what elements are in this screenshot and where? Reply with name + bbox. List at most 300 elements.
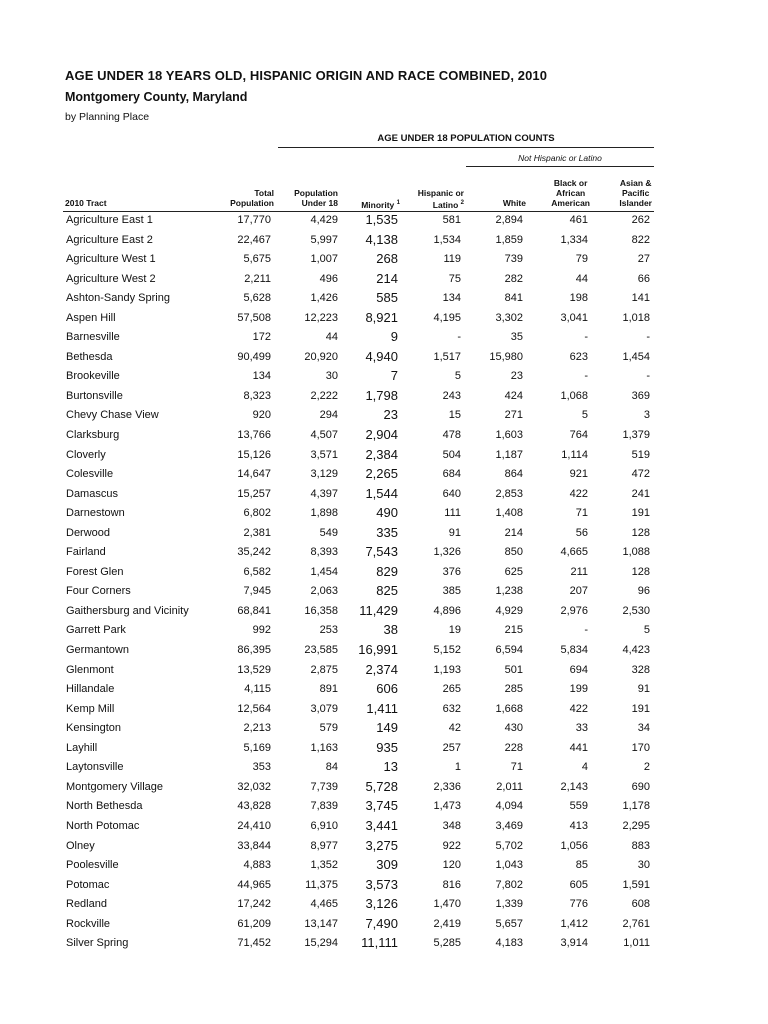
white-cell: 285 [504, 683, 523, 696]
tract-name-cell: Rockville [66, 917, 111, 930]
table-row [0, 661, 768, 681]
asian-pacific-islander-cell: 519 [631, 448, 650, 461]
minority-cell: 490 [376, 505, 398, 521]
minority-cell: 268 [376, 251, 398, 267]
black-or-african-american-cell: 5 [581, 409, 588, 422]
total-population-cell: 71,452 [237, 937, 271, 950]
white-cell: 271 [504, 409, 523, 422]
minority-cell: 23 [383, 407, 398, 423]
table-row [0, 406, 768, 426]
hispanic-or-latino-cell: 15 [448, 409, 461, 422]
hispanic-or-latino-cell: 1,193 [433, 663, 461, 676]
table-row [0, 700, 768, 720]
tract-name-cell: Kensington [66, 722, 122, 735]
asian-pacific-islander-cell: - [646, 331, 650, 344]
hispanic-or-latino-cell: 134 [442, 292, 461, 305]
hispanic-or-latino-cell: 265 [442, 683, 461, 696]
minority-cell: 2,384 [365, 446, 398, 462]
col-head-under18: Population Under 18 [294, 188, 338, 208]
asian-pacific-islander-cell: 141 [631, 292, 650, 305]
population-under-18-cell: 1,426 [310, 292, 338, 305]
black-or-african-american-cell: 5,834 [560, 644, 588, 657]
tract-name-cell: Layhill [66, 741, 98, 754]
tract-name-cell: Colesville [66, 468, 114, 481]
asian-pacific-islander-cell: 822 [631, 233, 650, 246]
total-population-cell: 44,965 [237, 878, 271, 891]
minority-cell: 2,374 [365, 661, 398, 677]
table-row [0, 367, 768, 387]
col-head-white: White [502, 198, 526, 208]
tract-name-cell: Bethesda [66, 350, 113, 363]
hispanic-or-latino-cell: 2,336 [433, 780, 461, 793]
table-row [0, 465, 768, 485]
hispanic-or-latino-cell: 1 [454, 761, 461, 774]
tract-name-cell: North Bethesda [66, 800, 143, 813]
population-under-18-cell: 8,977 [310, 839, 338, 852]
black-or-african-american-cell: 559 [569, 800, 588, 813]
population-under-18-cell: 1,454 [310, 565, 338, 578]
black-or-african-american-cell: 71 [575, 507, 588, 520]
white-cell: 1,043 [495, 859, 523, 872]
black-or-african-american-cell: 1,412 [560, 917, 588, 930]
population-under-18-cell: 4,397 [310, 487, 338, 500]
table-row [0, 504, 768, 524]
population-under-18-cell: 3,079 [310, 702, 338, 715]
minority-cell: 38 [383, 622, 398, 638]
table-row [0, 524, 768, 544]
total-population-cell: 8,323 [243, 389, 271, 402]
minority-cell: 825 [376, 583, 398, 599]
white-cell: 4,183 [495, 937, 523, 950]
total-population-cell: 68,841 [237, 604, 271, 617]
tract-name-cell: Agriculture West 1 [66, 253, 156, 266]
minority-cell: 829 [376, 563, 398, 579]
table-row [0, 719, 768, 739]
hispanic-or-latino-cell: 1,534 [433, 233, 461, 246]
asian-pacific-islander-cell: 191 [631, 507, 650, 520]
population-under-18-cell: 5,997 [310, 233, 338, 246]
data-table [0, 211, 768, 954]
minority-cell: 1,798 [365, 387, 398, 403]
population-under-18-cell: 2,222 [310, 389, 338, 402]
total-population-cell: 134 [252, 370, 271, 383]
black-or-african-american-cell: 1,068 [560, 389, 588, 402]
minority-cell: 8,921 [365, 309, 398, 325]
total-population-cell: 172 [252, 331, 271, 344]
table-row [0, 289, 768, 309]
black-or-african-american-cell: 44 [575, 272, 588, 285]
tract-name-cell: Olney [66, 839, 95, 852]
total-population-cell: 35,242 [237, 546, 271, 559]
table-row [0, 309, 768, 329]
black-or-african-american-cell: 1,114 [561, 448, 588, 461]
total-population-cell: 6,802 [243, 507, 271, 520]
asian-pacific-islander-cell: 690 [631, 780, 650, 793]
tract-name-cell: Gaithersburg and Vicinity [66, 604, 189, 617]
minority-cell: 11,111 [361, 935, 398, 951]
total-population-cell: 353 [252, 761, 271, 774]
black-or-african-american-cell: 1,334 [560, 233, 588, 246]
black-or-african-american-cell: - [584, 331, 588, 344]
population-under-18-cell: 2,875 [310, 663, 338, 676]
population-under-18-cell: 15,294 [304, 937, 338, 950]
total-population-cell: 14,647 [237, 468, 271, 481]
total-population-cell: 33,844 [237, 839, 271, 852]
tract-name-cell: Hillandale [66, 683, 115, 696]
total-population-cell: 920 [252, 409, 271, 422]
hispanic-or-latino-cell: 257 [442, 741, 461, 754]
black-or-african-american-cell: - [584, 624, 588, 637]
minority-cell: 16,991 [358, 642, 398, 658]
minority-cell: 4,940 [365, 348, 398, 364]
total-population-cell: 32,032 [237, 780, 271, 793]
black-or-african-american-cell: 422 [569, 702, 588, 715]
population-under-18-cell: 1,898 [310, 507, 338, 520]
white-cell: 3,469 [495, 819, 523, 832]
white-cell: 228 [504, 741, 523, 754]
tract-name-cell: Kemp Mill [66, 702, 115, 715]
minority-cell: 935 [376, 739, 398, 755]
minority-cell: 7,490 [365, 915, 398, 931]
hispanic-or-latino-cell: 1,517 [433, 350, 461, 363]
population-under-18-cell: 891 [319, 683, 338, 696]
black-or-african-american-cell: 764 [569, 429, 588, 442]
black-or-african-american-cell: 623 [569, 350, 588, 363]
population-under-18-cell: 1,352 [310, 859, 338, 872]
population-under-18-cell: 7,739 [310, 780, 338, 793]
asian-pacific-islander-cell: 241 [631, 487, 650, 500]
total-population-cell: 13,766 [237, 429, 271, 442]
asian-pacific-islander-cell: 1,379 [622, 429, 650, 442]
hispanic-or-latino-cell: 385 [442, 585, 461, 598]
white-cell: 5,657 [495, 917, 523, 930]
black-or-african-american-cell: 211 [570, 565, 588, 578]
hispanic-or-latino-cell: 111 [444, 507, 461, 520]
hispanic-or-latino-cell: 684 [442, 468, 461, 481]
black-or-african-american-cell: 4 [581, 761, 588, 774]
hispanic-or-latino-cell: 243 [442, 389, 461, 402]
black-or-african-american-cell: 85 [575, 859, 588, 872]
minority-cell: 1,544 [365, 485, 398, 501]
white-cell: 430 [504, 722, 523, 735]
table-row [0, 582, 768, 602]
sub-header: Not Hispanic or Latino [518, 153, 602, 163]
total-population-cell: 15,257 [237, 487, 271, 500]
tract-name-cell: Derwood [66, 526, 111, 539]
asian-pacific-islander-cell: 66 [637, 272, 650, 285]
table-row [0, 563, 768, 583]
total-population-cell: 4,883 [243, 859, 271, 872]
total-population-cell: 4,115 [244, 683, 271, 696]
white-cell: 1,238 [495, 585, 523, 598]
table-row [0, 895, 768, 915]
white-cell: 5,702 [495, 839, 523, 852]
total-population-cell: 15,126 [237, 448, 271, 461]
hispanic-or-latino-cell: 478 [442, 429, 461, 442]
total-population-cell: 2,211 [244, 272, 271, 285]
population-under-18-cell: 7,839 [310, 800, 338, 813]
black-or-african-american-cell: 422 [569, 487, 588, 500]
white-cell: 625 [504, 565, 523, 578]
black-or-african-american-cell: 33 [575, 722, 588, 735]
total-population-cell: 6,582 [243, 565, 271, 578]
asian-pacific-islander-cell: 170 [631, 741, 650, 754]
col-head-total: Total Population [230, 188, 274, 208]
asian-pacific-islander-cell: 96 [637, 585, 650, 598]
hispanic-or-latino-cell: 376 [442, 565, 461, 578]
table-row [0, 446, 768, 466]
black-or-african-american-cell: 461 [569, 214, 588, 226]
tract-name-cell: Glenmont [66, 663, 114, 676]
total-population-cell: 5,628 [243, 292, 271, 305]
total-population-cell: 992 [252, 624, 271, 637]
population-under-18-cell: 8,393 [310, 546, 338, 559]
white-cell: 1,408 [495, 507, 523, 520]
white-cell: 35 [510, 331, 523, 344]
tract-name-cell: Poolesville [66, 859, 119, 872]
population-under-18-cell: 16,358 [304, 604, 338, 617]
minority-cell: 606 [376, 681, 398, 697]
black-or-african-american-cell: - [584, 370, 588, 383]
total-population-cell: 17,242 [237, 898, 271, 911]
population-under-18-cell: 84 [325, 761, 338, 774]
black-or-african-american-cell: 2,143 [560, 780, 588, 793]
hispanic-or-latino-cell: - [457, 331, 461, 344]
tract-name-cell: Montgomery Village [66, 780, 164, 793]
col-head-hispanic: Hispanic or Latino $^2$ [417, 188, 464, 210]
population-under-18-cell: 496 [319, 272, 338, 285]
tract-name-cell: Agriculture East 2 [66, 233, 153, 246]
white-cell: 71 [510, 761, 523, 774]
tract-name-cell: Aspen Hill [66, 311, 116, 324]
population-under-18-cell: 1,163 [310, 741, 338, 754]
black-or-african-american-cell: 694 [569, 663, 588, 676]
asian-pacific-islander-cell: 1,088 [622, 546, 650, 559]
asian-pacific-islander-cell: 91 [637, 683, 650, 696]
hispanic-or-latino-cell: 816 [442, 878, 461, 891]
white-cell: 2,894 [495, 214, 523, 226]
black-or-african-american-cell: 79 [575, 253, 588, 266]
white-cell: 1,187 [495, 448, 523, 461]
asian-pacific-islander-cell: 1,178 [622, 800, 650, 813]
asian-pacific-islander-cell: 2 [643, 761, 650, 774]
table-row [0, 934, 768, 954]
minority-cell: 149 [376, 720, 398, 736]
group-header: AGE UNDER 18 POPULATION COUNTS [377, 133, 555, 144]
white-cell: 7,802 [495, 878, 523, 891]
total-population-cell: 5,169 [243, 741, 271, 754]
tract-name-cell: Silver Spring [66, 937, 129, 950]
population-under-18-cell: 44 [325, 331, 338, 344]
total-population-cell: 2,213 [243, 722, 271, 735]
black-or-african-american-cell: 605 [569, 878, 588, 891]
total-population-cell: 90,499 [237, 350, 271, 363]
minority-cell: 3,573 [365, 876, 398, 892]
asian-pacific-islander-cell: 328 [631, 663, 650, 676]
hispanic-or-latino-cell: 91 [448, 526, 461, 539]
tract-name-cell: Barnesville [66, 331, 120, 344]
minority-cell: 5,728 [365, 778, 398, 794]
white-cell: 864 [504, 468, 523, 481]
black-or-african-american-cell: 56 [575, 526, 588, 539]
population-under-18-cell: 2,063 [310, 585, 338, 598]
page-subtitle: Montgomery County, Maryland [65, 90, 248, 104]
tract-name-cell: Agriculture East 1 [66, 214, 153, 226]
hispanic-or-latino-cell: 922 [442, 839, 461, 852]
table-row [0, 797, 768, 817]
black-or-african-american-cell: 441 [569, 741, 588, 754]
black-or-african-american-cell: 3,041 [560, 311, 588, 324]
minority-cell: 1,411 [366, 700, 398, 716]
white-cell: 1,668 [495, 702, 523, 715]
tract-name-cell: Laytonsville [66, 761, 124, 774]
total-population-cell: 13,529 [237, 663, 271, 676]
asian-pacific-islander-cell: 1,591 [622, 878, 650, 891]
asian-pacific-islander-cell: 608 [631, 898, 650, 911]
hispanic-or-latino-cell: 75 [448, 272, 461, 285]
tract-name-cell: Chevy Chase View [66, 409, 159, 422]
asian-pacific-islander-cell: 27 [637, 253, 650, 266]
population-under-18-cell: 4,429 [310, 214, 338, 226]
asian-pacific-islander-cell: 1,018 [622, 311, 650, 324]
minority-cell: 2,904 [365, 427, 398, 443]
table-row [0, 739, 768, 759]
population-under-18-cell: 253 [319, 624, 338, 637]
white-cell: 3,302 [495, 311, 523, 324]
asian-pacific-islander-cell: 883 [631, 839, 650, 852]
table-row [0, 641, 768, 661]
population-under-18-cell: 3,129 [310, 468, 338, 481]
hispanic-or-latino-cell: 1,470 [433, 898, 461, 911]
population-under-18-cell: 13,147 [304, 917, 338, 930]
white-cell: 6,594 [495, 644, 523, 657]
white-cell: 214 [504, 526, 523, 539]
white-cell: 424 [504, 389, 523, 402]
population-under-18-cell: 6,910 [310, 819, 338, 832]
white-cell: 15,980 [489, 350, 523, 363]
minority-cell: 4,138 [365, 231, 398, 247]
table-row [0, 680, 768, 700]
asian-pacific-islander-cell: 1,454 [622, 350, 650, 363]
minority-cell: 3,441 [365, 817, 398, 833]
white-cell: 1,339 [495, 898, 523, 911]
table-row [0, 348, 768, 368]
minority-cell: 13 [383, 759, 398, 775]
hispanic-or-latino-cell: 632 [442, 702, 461, 715]
population-under-18-cell: 549 [319, 526, 338, 539]
hispanic-or-latino-cell: 348 [442, 819, 461, 832]
tract-name-cell: Four Corners [66, 585, 131, 598]
group-header-rule [278, 147, 654, 148]
black-or-african-american-cell: 413 [569, 819, 588, 832]
population-under-18-cell: 3,571 [310, 448, 338, 461]
black-or-african-american-cell: 776 [569, 898, 588, 911]
table-row [0, 876, 768, 896]
minority-cell: 9 [390, 329, 398, 345]
minority-cell: 3,745 [365, 798, 398, 814]
black-or-african-american-cell: 4,665 [560, 546, 588, 559]
table-row [0, 758, 768, 778]
asian-pacific-islander-cell: 4,423 [622, 644, 650, 657]
white-cell: 739 [504, 253, 523, 266]
tract-name-cell: Germantown [66, 644, 129, 657]
asian-pacific-islander-cell: - [646, 370, 650, 383]
tract-name-cell: North Potomac [66, 819, 140, 832]
population-under-18-cell: 20,920 [304, 350, 338, 363]
total-population-cell: 24,410 [237, 819, 271, 832]
hispanic-or-latino-cell: 1,473 [433, 800, 461, 813]
population-under-18-cell: 30 [325, 370, 338, 383]
minority-cell: 2,265 [365, 466, 398, 482]
hispanic-or-latino-cell: 42 [448, 722, 461, 735]
white-cell: 2,853 [495, 487, 523, 500]
white-cell: 215 [504, 624, 523, 637]
asian-pacific-islander-cell: 191 [631, 702, 650, 715]
table-row [0, 778, 768, 798]
table-row [0, 328, 768, 348]
total-population-cell: 43,828 [237, 800, 271, 813]
tract-name-cell: Potomac [66, 878, 110, 891]
asian-pacific-islander-cell: 262 [631, 214, 650, 226]
asian-pacific-islander-cell: 2,295 [622, 819, 650, 832]
black-or-african-american-cell: 1,056 [560, 839, 588, 852]
table-row [0, 817, 768, 837]
population-under-18-cell: 11,375 [305, 878, 338, 891]
hispanic-or-latino-cell: 5,152 [433, 644, 461, 657]
minority-cell: 3,275 [365, 837, 398, 853]
col-head-black: Black or African American [551, 178, 590, 208]
white-cell: 2,011 [496, 780, 523, 793]
total-population-cell: 2,381 [243, 526, 271, 539]
minority-cell: 7,543 [365, 544, 398, 560]
hispanic-or-latino-cell: 1,326 [433, 546, 461, 559]
tract-name-cell: Damascus [66, 487, 118, 500]
tract-name-cell: Ashton-Sandy Spring [66, 292, 170, 305]
total-population-cell: 86,395 [237, 644, 271, 657]
table-row [0, 837, 768, 857]
total-population-cell: 22,467 [237, 233, 271, 246]
white-cell: 841 [504, 292, 523, 305]
table-row [0, 602, 768, 622]
asian-pacific-islander-cell: 128 [631, 565, 650, 578]
tract-name-cell: Clarksburg [66, 429, 120, 442]
white-cell: 4,094 [495, 800, 523, 813]
asian-pacific-islander-cell: 30 [637, 859, 650, 872]
population-under-18-cell: 1,007 [310, 253, 338, 266]
hispanic-or-latino-cell: 4,896 [433, 604, 461, 617]
hispanic-or-latino-cell: 581 [442, 214, 461, 226]
col-head-asian: Asian & Pacific Islander [619, 178, 652, 208]
asian-pacific-islander-cell: 5 [643, 624, 650, 637]
hispanic-or-latino-cell: 2,419 [433, 917, 461, 930]
hispanic-or-latino-cell: 119 [443, 253, 461, 266]
total-population-cell: 12,564 [237, 702, 271, 715]
white-cell: 4,929 [495, 604, 523, 617]
table-row [0, 621, 768, 641]
col-head-minority: Minority $^1$ [361, 199, 400, 210]
minority-cell: 309 [376, 857, 398, 873]
hispanic-or-latino-cell: 504 [442, 448, 461, 461]
total-population-cell: 57,508 [237, 311, 271, 324]
tract-name-cell: Darnestown [66, 507, 125, 520]
hispanic-or-latino-cell: 5 [454, 370, 461, 383]
population-under-18-cell: 12,223 [304, 311, 338, 324]
minority-cell: 11,429 [359, 602, 398, 618]
tract-name-cell: Agriculture West 2 [66, 272, 156, 285]
table-row [0, 485, 768, 505]
tract-name-cell: Redland [66, 898, 107, 911]
asian-pacific-islander-cell: 369 [631, 389, 650, 402]
